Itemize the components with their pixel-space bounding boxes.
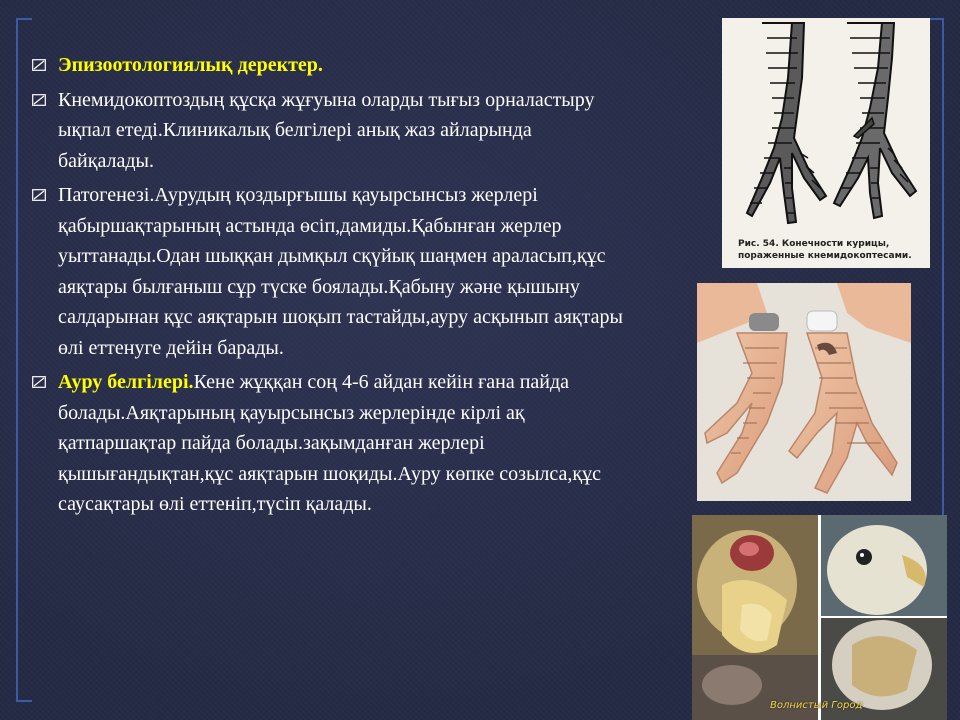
- bullet-list: [30, 50, 630, 524]
- bullet-icon: [32, 94, 46, 106]
- drawing-illustration: [722, 18, 930, 268]
- bullet-icon: [32, 59, 46, 71]
- bullet-text: Кене жұққан соң 4-6 айдан кейін ғана пайда болады.Аяқтарының қауырсынсыз жерлерінде кірлі ақ қатпаршақтар пайда болады.зақымданған жерлері қышығандықтан,құс аяқтарын шоқиды.Ауру көпке созылса,құс саусақтары өлі еттеніп,түсіп қалады.: [58, 371, 601, 515]
- bullet-heading: Ауру белгілері.: [58, 371, 194, 393]
- bullet-text: Патогенезі.Аурудың қоздырғышы қауырсынсыз жерлері қабыршақтарының астында өсіп,дамиды.Қабынған жерлер уыттанады.Одан шыққан дымқыл сқүйық шаңмен араласып,құс аяқтары былғаныш сұр түске боялады.Қабыну және қышыну салдарынан құс аяқтарын шоқып тастайды,ауру асқынып аяқтары өлі еттенуге дейін барады.: [58, 184, 623, 359]
- bullet-item-transmission: [30, 85, 630, 177]
- bullet-item-pathogenesis: [30, 180, 630, 363]
- photo-bird-feet-illustration: [697, 283, 911, 501]
- bullet-item-symptoms: [30, 367, 630, 520]
- bullet-icon: [32, 189, 46, 201]
- photo-watermark: Волнистый Город: [770, 700, 863, 711]
- bullet-text: Кнемидокоптоздың құсқа жұғуына оларды тығыз орналастыру ықпал етеді.Клиникалық белгілері анық жаз айларында байқалады.: [58, 88, 595, 172]
- photo-budgies: [692, 515, 947, 720]
- drawing-caption: Рис. 54. Конечности курицы, пораженные кнемидокоптесами.: [738, 239, 912, 261]
- drawing-chicken-legs: [722, 18, 930, 268]
- photo-budgies-illustration: [692, 515, 947, 720]
- bullet-heading: Эпизоотологиялық деректер.: [58, 54, 323, 76]
- photo-bird-feet: [697, 283, 911, 501]
- bullet-icon: [32, 376, 46, 388]
- bullet-item-epizootology: [30, 50, 630, 81]
